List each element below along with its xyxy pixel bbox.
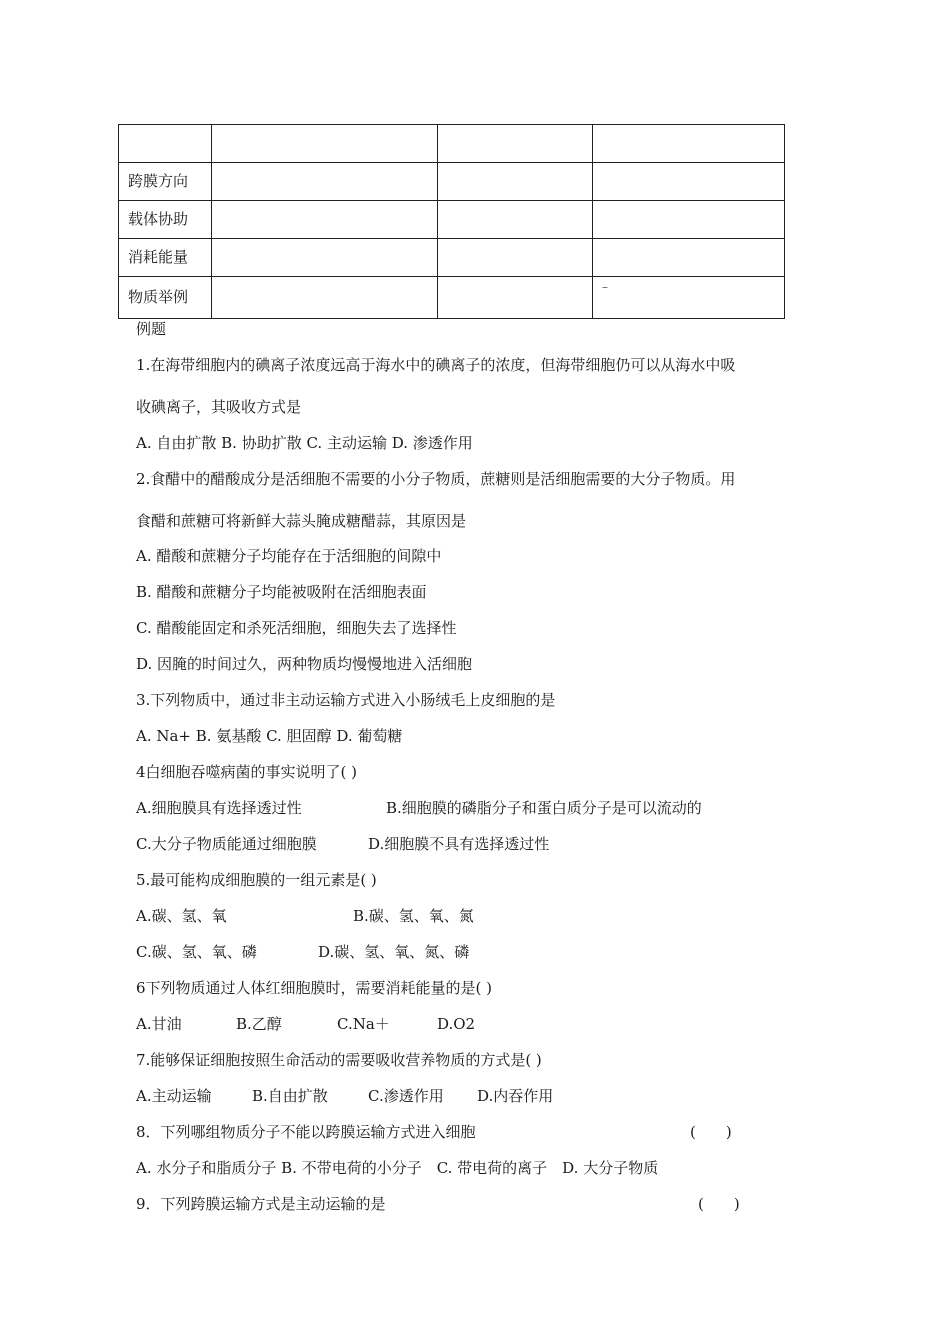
transport-comparison-table: [118, 124, 785, 319]
table-cell: [438, 163, 593, 201]
question-2-stem: 2.食醋中的醋酸成分是活细胞不需要的小分子物质，蔗糖则是活细胞需要的大分子物质。用: [136, 470, 736, 488]
table-cell: [438, 277, 593, 319]
table-cell: [212, 277, 438, 319]
table-cell: [438, 125, 593, 163]
question-2-option-d: D. 因腌的时间过久，两种物质均慢慢地进入活细胞: [136, 655, 473, 673]
question-5-option-d: D.碳、氢、氧、氮、磷: [318, 943, 470, 961]
answer-bracket: ( ): [690, 1123, 732, 1141]
row-label: 载体协助: [119, 201, 212, 239]
row-label: 消耗能量: [119, 239, 212, 277]
question-5-option-b: B.碳、氢、氧、氮: [353, 907, 474, 925]
question-5-option-a: A.碳、氢、氧: [136, 907, 227, 925]
question-7-option-c: C.渗透作用: [368, 1087, 444, 1105]
table-header-row: [119, 125, 785, 163]
question-5-options-row1: [136, 906, 474, 926]
table-cell: –: [593, 277, 785, 319]
question-9-text: 9．下列跨膜运输方式是主动运输的是: [136, 1195, 386, 1213]
table-row: [119, 239, 785, 277]
table-cell: [593, 239, 785, 277]
table-row: [119, 163, 785, 201]
question-7-options: [136, 1086, 553, 1106]
question-7-option-b: B.自由扩散: [252, 1087, 328, 1105]
question-2-option-a: A. 醋酸和蔗糖分子均能存在于活细胞的间隙中: [136, 547, 442, 565]
question-2-option-b: B. 醋酸和蔗糖分子均能被吸附在活细胞表面: [136, 583, 427, 601]
table-cell: [593, 201, 785, 239]
table-cell: [119, 125, 212, 163]
question-1-stem-cont: 收碘离子，其吸收方式是: [136, 398, 302, 416]
table-cell: [438, 201, 593, 239]
table-cell: [212, 163, 438, 201]
table-cell: [593, 163, 785, 201]
question-5-stem: 5.最可能构成细胞膜的一组元素是( ): [136, 871, 377, 889]
question-4-option-c: C.大分子物质能通过细胞膜: [136, 835, 317, 853]
question-8-options: A. 水分子和脂质分子 B. 不带电荷的小分子 C. 带电荷的离子 D. 大分子物质: [136, 1159, 659, 1177]
question-7-stem: 7.能够保证细胞按照生命活动的需要吸收营养物质的方式是( ): [136, 1051, 542, 1069]
question-1-stem: 1.在海带细胞内的碘离子浓度远高于海水中的碘离子的浓度，但海带细胞仍可以从海水中吸: [136, 356, 736, 374]
question-4-option-d: D.细胞膜不具有选择透过性: [368, 835, 550, 853]
question-4-option-b: B.细胞膜的磷脂分子和蛋白质分子是可以流动的: [386, 799, 702, 817]
answer-bracket: ( ): [698, 1195, 740, 1213]
question-6-option-a: A.甘油: [136, 1015, 182, 1033]
question-4-stem: 4白细胞吞噬病菌的事实说明了( ): [136, 763, 358, 781]
table-cell: [212, 239, 438, 277]
question-2-option-c: C. 醋酸能固定和杀死活细胞，细胞失去了选择性: [136, 619, 457, 637]
table-cell: [593, 125, 785, 163]
question-5-option-c: C.碳、氢、氧、磷: [136, 943, 257, 961]
question-6-option-b: B.乙醇: [236, 1015, 282, 1033]
question-7-option-d: D.内吞作用: [477, 1087, 554, 1105]
table-cell: [438, 239, 593, 277]
table-row: [119, 277, 785, 319]
question-2-stem-cont: 食醋和蔗糖可将新鲜大蒜头腌成糖醋蒜，其原因是: [136, 512, 467, 530]
question-6-option-d: D.O2: [437, 1015, 476, 1033]
table-cell: [212, 125, 438, 163]
section-title: 例题: [136, 320, 167, 338]
row-label: 物质举例: [119, 277, 212, 319]
question-1-options: A. 自由扩散 B. 协助扩散 C. 主动运输 D. 渗透作用: [136, 434, 473, 452]
question-4-options-row1: [136, 798, 702, 818]
question-5-options-row2: [136, 942, 469, 962]
question-3-options: A. Na+ B. 氨基酸 C. 胆固醇 D. 葡萄糖: [136, 727, 403, 745]
question-6-options: [136, 1014, 475, 1034]
table-cell: [212, 201, 438, 239]
question-6-option-c: C.Na＋: [337, 1015, 390, 1033]
question-4-options-row2: [136, 834, 549, 854]
table-row: [119, 201, 785, 239]
question-8-stem: [136, 1122, 732, 1142]
question-3-stem: 3.下列物质中，通过非主动运输方式进入小肠绒毛上皮细胞的是: [136, 691, 556, 709]
question-9-stem: [136, 1194, 740, 1214]
question-8-text: 8．下列哪组物质分子不能以跨膜运输方式进入细胞: [136, 1123, 476, 1141]
question-7-option-a: A.主动运输: [136, 1087, 212, 1105]
row-label: 跨膜方向: [119, 163, 212, 201]
question-6-stem: 6下列物质通过人体红细胞膜时，需要消耗能量的是( ): [136, 979, 493, 997]
question-4-option-a: A.细胞膜具有选择透过性: [136, 799, 302, 817]
